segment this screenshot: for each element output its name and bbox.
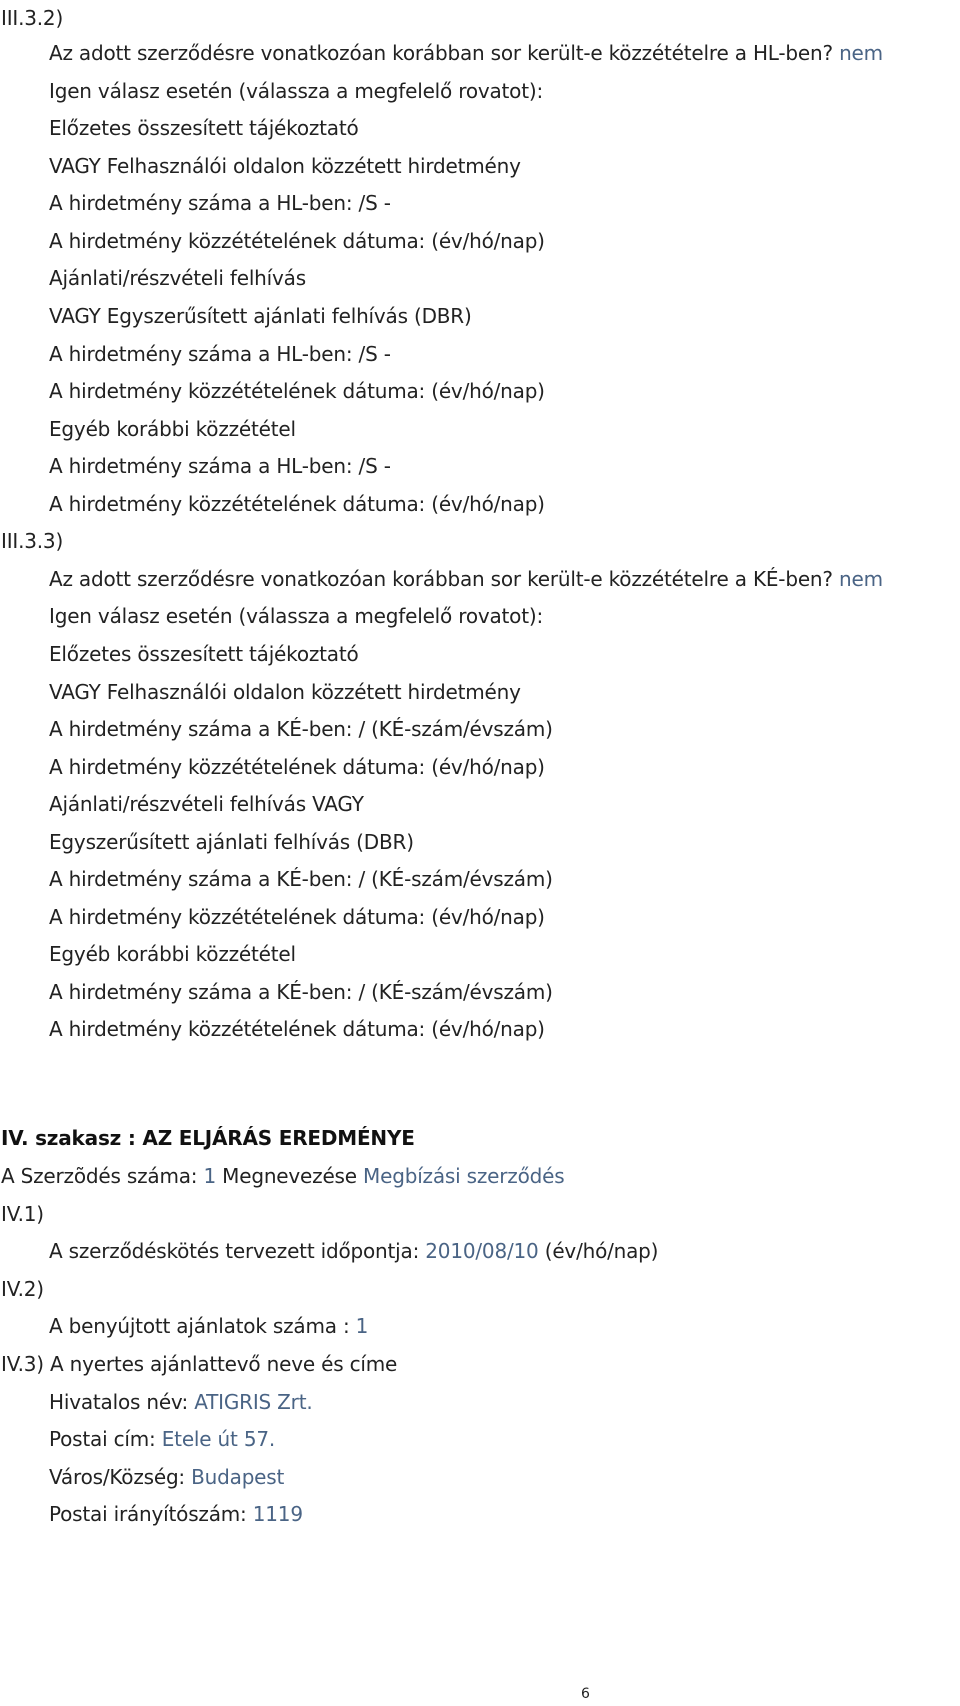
- hl-line: A hirdetmény száma a HL-ben: /S -: [49, 342, 391, 366]
- official-name-label: Hivatalos név:: [49, 1390, 195, 1414]
- ke-line: A hirdetmény közzétételének dátuma: (év/hó/nap): [49, 755, 545, 779]
- contract-date-value: 2010/08/10: [425, 1239, 539, 1263]
- city-line: [49, 1463, 284, 1491]
- ke-line: VAGY Felhasználói oldalon közzétett hirdetmény: [49, 680, 521, 704]
- ke-line: Előzetes összesített tájékoztató: [49, 642, 359, 666]
- hl-line: VAGY Felhasználói oldalon közzétett hirdetmény: [49, 154, 521, 178]
- hl-line: Egyéb korábbi közzététel: [49, 417, 296, 441]
- section-iv-main: AZ ELJÁRÁS EREDMÉNYE: [142, 1126, 415, 1150]
- ke-answer: nem: [838, 567, 883, 591]
- offers-value: 1: [355, 1314, 369, 1338]
- contract-date-suffix: (év/hó/nap): [538, 1239, 659, 1263]
- page-number: 6: [581, 1686, 590, 1702]
- official-name-line: [49, 1388, 313, 1416]
- hl-line: A hirdetmény közzétételének dátuma: (év/hó/nap): [49, 229, 545, 253]
- postcode-line: [49, 1500, 303, 1528]
- hl-line: A hirdetmény közzétételének dátuma: (év/hó/nap): [49, 492, 545, 516]
- ke-line: A hirdetmény száma a KÉ-ben: / (KÉ-szám/évszám): [49, 867, 553, 891]
- hl-answer: nem: [839, 41, 883, 65]
- city-label: Város/Község:: [49, 1465, 192, 1489]
- hl-line: VAGY Egyszerűsített ajánlati felhívás (DBR): [49, 304, 472, 328]
- hl-line: A hirdetmény száma a HL-ben: /S -: [49, 454, 391, 478]
- ke-line: A hirdetmény közzétételének dátuma: (év/hó/nap): [49, 1017, 545, 1041]
- contract-date-label: A szerződéskötés tervezett időpontja:: [49, 1239, 426, 1263]
- section-iv-prefix: IV. szakasz :: [1, 1126, 143, 1150]
- postal-address-line: [49, 1425, 275, 1453]
- ke-line: A hirdetmény száma a KÉ-ben: / (KÉ-szám/évszám): [49, 717, 553, 741]
- section-heading-iv-2: IV.2): [1, 1277, 44, 1301]
- ke-question-text: Az adott szerződésre vonatkozóan korábban sor került-e közzétételre a KÉ-ben?: [49, 567, 833, 591]
- hl-line: A hirdetmény száma a HL-ben: /S -: [49, 191, 391, 215]
- ke-line: Egyéb korábbi közzététel: [49, 942, 296, 966]
- ke-line: Igen válasz esetén (válassza a megfelelő rovatot):: [49, 604, 544, 628]
- hl-line: Előzetes összesített tájékoztató: [49, 116, 359, 140]
- city-value: Budapest: [191, 1465, 285, 1489]
- section-iv-title: [1, 1124, 415, 1152]
- postcode-label: Postai irányítószám:: [49, 1502, 253, 1526]
- ke-line: Ajánlati/részvételi felhívás VAGY: [49, 792, 364, 816]
- section-heading-iv-1: IV.1): [1, 1202, 44, 1226]
- ke-question: [49, 565, 883, 593]
- contract-label: A Szerzõdés száma:: [1, 1164, 204, 1188]
- ke-line: A hirdetmény közzétételének dátuma: (év/hó/nap): [49, 905, 545, 929]
- hl-line: Ajánlati/részvételi felhívás: [49, 266, 306, 290]
- postcode-value: 1119: [252, 1502, 303, 1526]
- hl-question: [49, 39, 883, 67]
- contract-date-line: [49, 1237, 658, 1265]
- contract-line: [1, 1162, 564, 1190]
- postal-address-label: Postai cím:: [49, 1427, 162, 1451]
- section-heading-iii-3-3: III.3.3): [1, 529, 64, 553]
- hl-question-text: Az adott szerződésre vonatkozóan korábban sor került-e közzétételre a HL-ben?: [49, 41, 833, 65]
- contract-name-value: Megbízási szerződés: [363, 1164, 565, 1188]
- hl-line: A hirdetmény közzétételének dátuma: (év/hó/nap): [49, 379, 545, 403]
- postal-address-value: Etele út 57.: [161, 1427, 276, 1451]
- contract-number: 1: [203, 1164, 217, 1188]
- section-heading-iii-3-2: III.3.2): [1, 6, 64, 30]
- hl-line: Igen válasz esetén (válassza a megfelelő rovatot):: [49, 79, 544, 103]
- section-heading-iv-3: IV.3) A nyertes ajánlattevő neve és címe: [1, 1352, 398, 1376]
- offers-line: [49, 1312, 368, 1340]
- offers-label: A benyújtott ajánlatok száma :: [49, 1314, 356, 1338]
- contract-name-label: Megnevezése: [216, 1164, 364, 1188]
- ke-line: Egyszerűsített ajánlati felhívás (DBR): [49, 830, 414, 854]
- official-name-value: ATIGRIS Zrt.: [194, 1390, 313, 1414]
- ke-line: A hirdetmény száma a KÉ-ben: / (KÉ-szám/évszám): [49, 980, 553, 1004]
